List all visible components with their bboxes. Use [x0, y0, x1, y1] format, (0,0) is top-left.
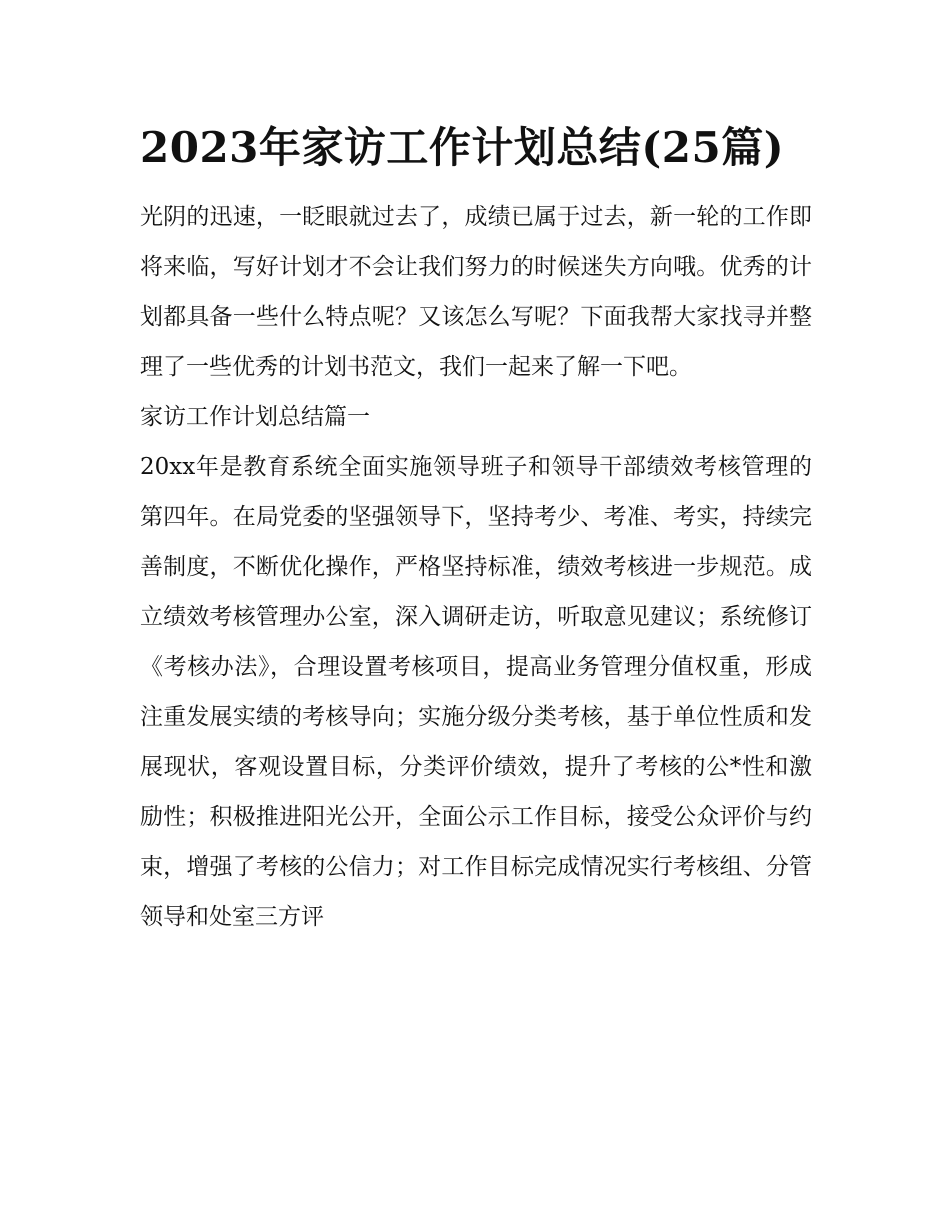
document-content — [140, 110, 812, 942]
intro-paragraph: 光阴的迅速，一眨眼就过去了，成绩已属于过去，新一轮的工作即将来临，写好计划才不会让我们努力的时候迷失方向哦。优秀的计划都具备一些什么特点呢？又该怎么写呢？下面我帮大家找寻并整理了一些优秀的计划书范文，我们一起来了解一下吧。 — [140, 204, 812, 380]
section-body-paragraph: 20xx年是教育系统全面实施领导班子和领导干部绩效考核管理的第四年。在局党委的坚强领导下，坚持考少、考准、考实，持续完善制度，不断优化操作，严格坚持标准，绩效考核进一步规范。成立绩效考核管理办公室，深入调研走访，听取意见建议；系统修订《考核办法》，合理设置考核项目，提高业务管理分值权重，形成注重发展实绩的考核导向；实施分级分类考核，基于单位性质和发展现状，客观设置目标，分类评价绩效，提升了考核的公*性和激励性；积极推进阳光公开，全面公示工作目标，接受公众评价与约束，增强了考核的公信力；对工作目标完成情况实行考核组、分管领导和处室三方评 — [140, 454, 812, 930]
document-title: 2023年家访工作计划总结(25篇) — [140, 123, 785, 172]
section-heading: 家访工作计划总结篇一 — [140, 404, 370, 430]
